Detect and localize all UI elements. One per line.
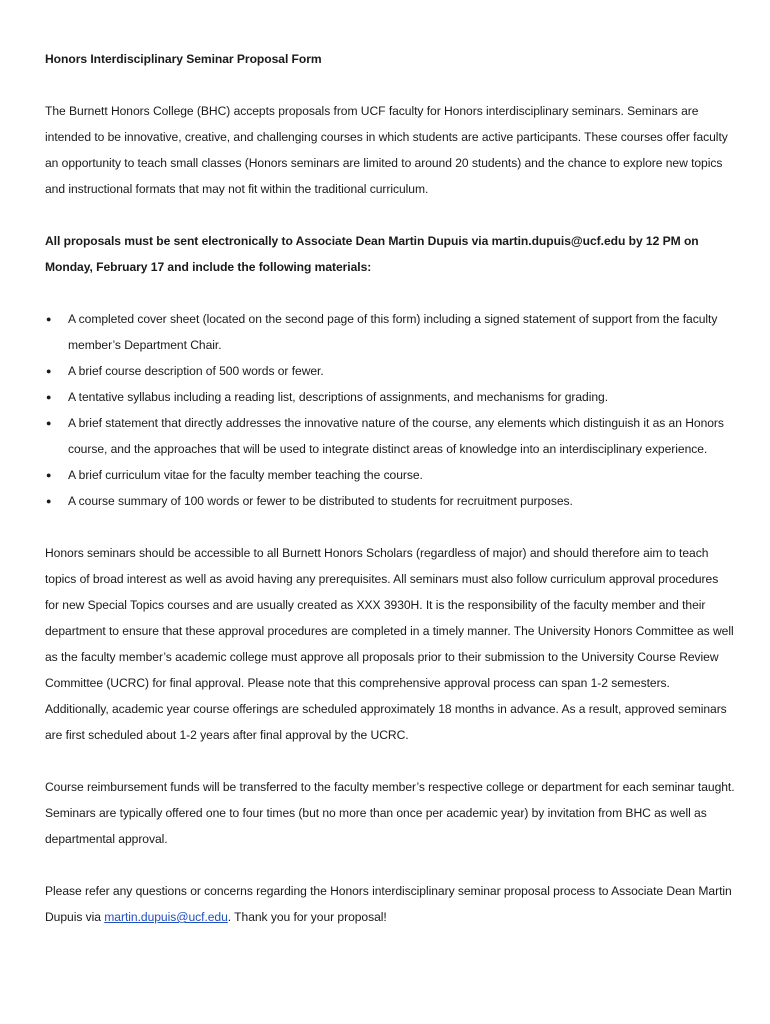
bullet-icon: ● <box>46 496 52 506</box>
materials-list <box>45 306 735 514</box>
bullet-icon: ● <box>46 470 52 480</box>
list-item <box>45 410 735 462</box>
contact-text-after: . Thank you for your proposal! <box>227 910 387 924</box>
bullet-icon: ● <box>46 314 52 324</box>
list-item-text: A brief statement that directly addresses the innovative nature of the course, any elements which distinguish it as an Honors course, and the approaches that will be used to integrate distinct areas of knowledge into an interdisciplinary experience. <box>68 416 724 456</box>
funding-paragraph: Course reimbursement funds will be transferred to the faculty member’s respective college or department for each seminar taught. Seminars are typically offered one to four times (but no more than once per academic year) by invitation from BHC as well as departmental approval. <box>45 780 735 846</box>
document-page <box>45 46 735 930</box>
list-item <box>45 384 735 410</box>
list-item <box>45 488 735 514</box>
list-item <box>45 462 735 488</box>
accessibility-paragraph: Honors seminars should be accessible to all Burnett Honors Scholars (regardless of major) and should therefore aim to teach topics of broad interest as well as avoid having any prerequisites. All seminars must also follow curriculum approval procedures for new Special Topics courses and are usually created as XXX 3930H. It is the responsibility of the faculty member and their department to ensure that these approval procedures are completed in a timely manner. The University Honors Committee as well as the faculty member’s academic college must approve all proposals prior to their submission to the University Course Review Committee (UCRC) for final approval. Please note that this comprehensive approval process can span 1-2 semesters. Additionally, academic year course offerings are scheduled approximately 18 months in advance. As a result, approved seminars are first scheduled about 1-2 years after final approval by the UCRC. <box>45 546 734 742</box>
contact-text-before: Please refer any questions or concerns regarding the Honors interdisciplinary seminar proposal process to Associate Dean Martin Dupuis via <box>45 884 732 924</box>
bullet-icon: ● <box>46 418 52 428</box>
bullet-icon: ● <box>46 366 52 376</box>
intro-paragraph: The Burnett Honors College (BHC) accepts proposals from UCF faculty for Honors interdisciplinary seminars. Seminars are intended to be innovative, creative, and challenging courses in which students are active participants. These courses offer faculty an opportunity to teach small classes (Honors seminars are limited to around 20 students) and the chance to explore new topics and instructional formats that may not fit within the traditional curriculum. <box>45 104 728 196</box>
bullet-icon: ● <box>46 392 52 402</box>
list-item-text: A completed cover sheet (located on the second page of this form) including a signed statement of support from the faculty member’s Department Chair. <box>68 312 718 352</box>
list-item <box>45 358 735 384</box>
list-item-text: A brief curriculum vitae for the faculty member teaching the course. <box>68 468 423 482</box>
list-item-text: A tentative syllabus including a reading list, descriptions of assignments, and mechanisms for grading. <box>68 390 609 404</box>
submission-notice: All proposals must be sent electronically to Associate Dean Martin Dupuis via martin.dupuis@ucf.edu by 12 PM on Monday, February 17 and include the following materials: <box>45 234 699 274</box>
list-item <box>45 306 735 358</box>
form-title: Honors Interdisciplinary Seminar Proposal Form <box>45 52 322 66</box>
list-item-text: A brief course description of 500 words or fewer. <box>68 364 324 378</box>
list-item-text: A course summary of 100 words or fewer to be distributed to students for recruitment purposes. <box>68 494 573 508</box>
email-link[interactable]: martin.dupuis@ucf.edu <box>104 910 228 924</box>
contact-paragraph <box>45 878 735 930</box>
